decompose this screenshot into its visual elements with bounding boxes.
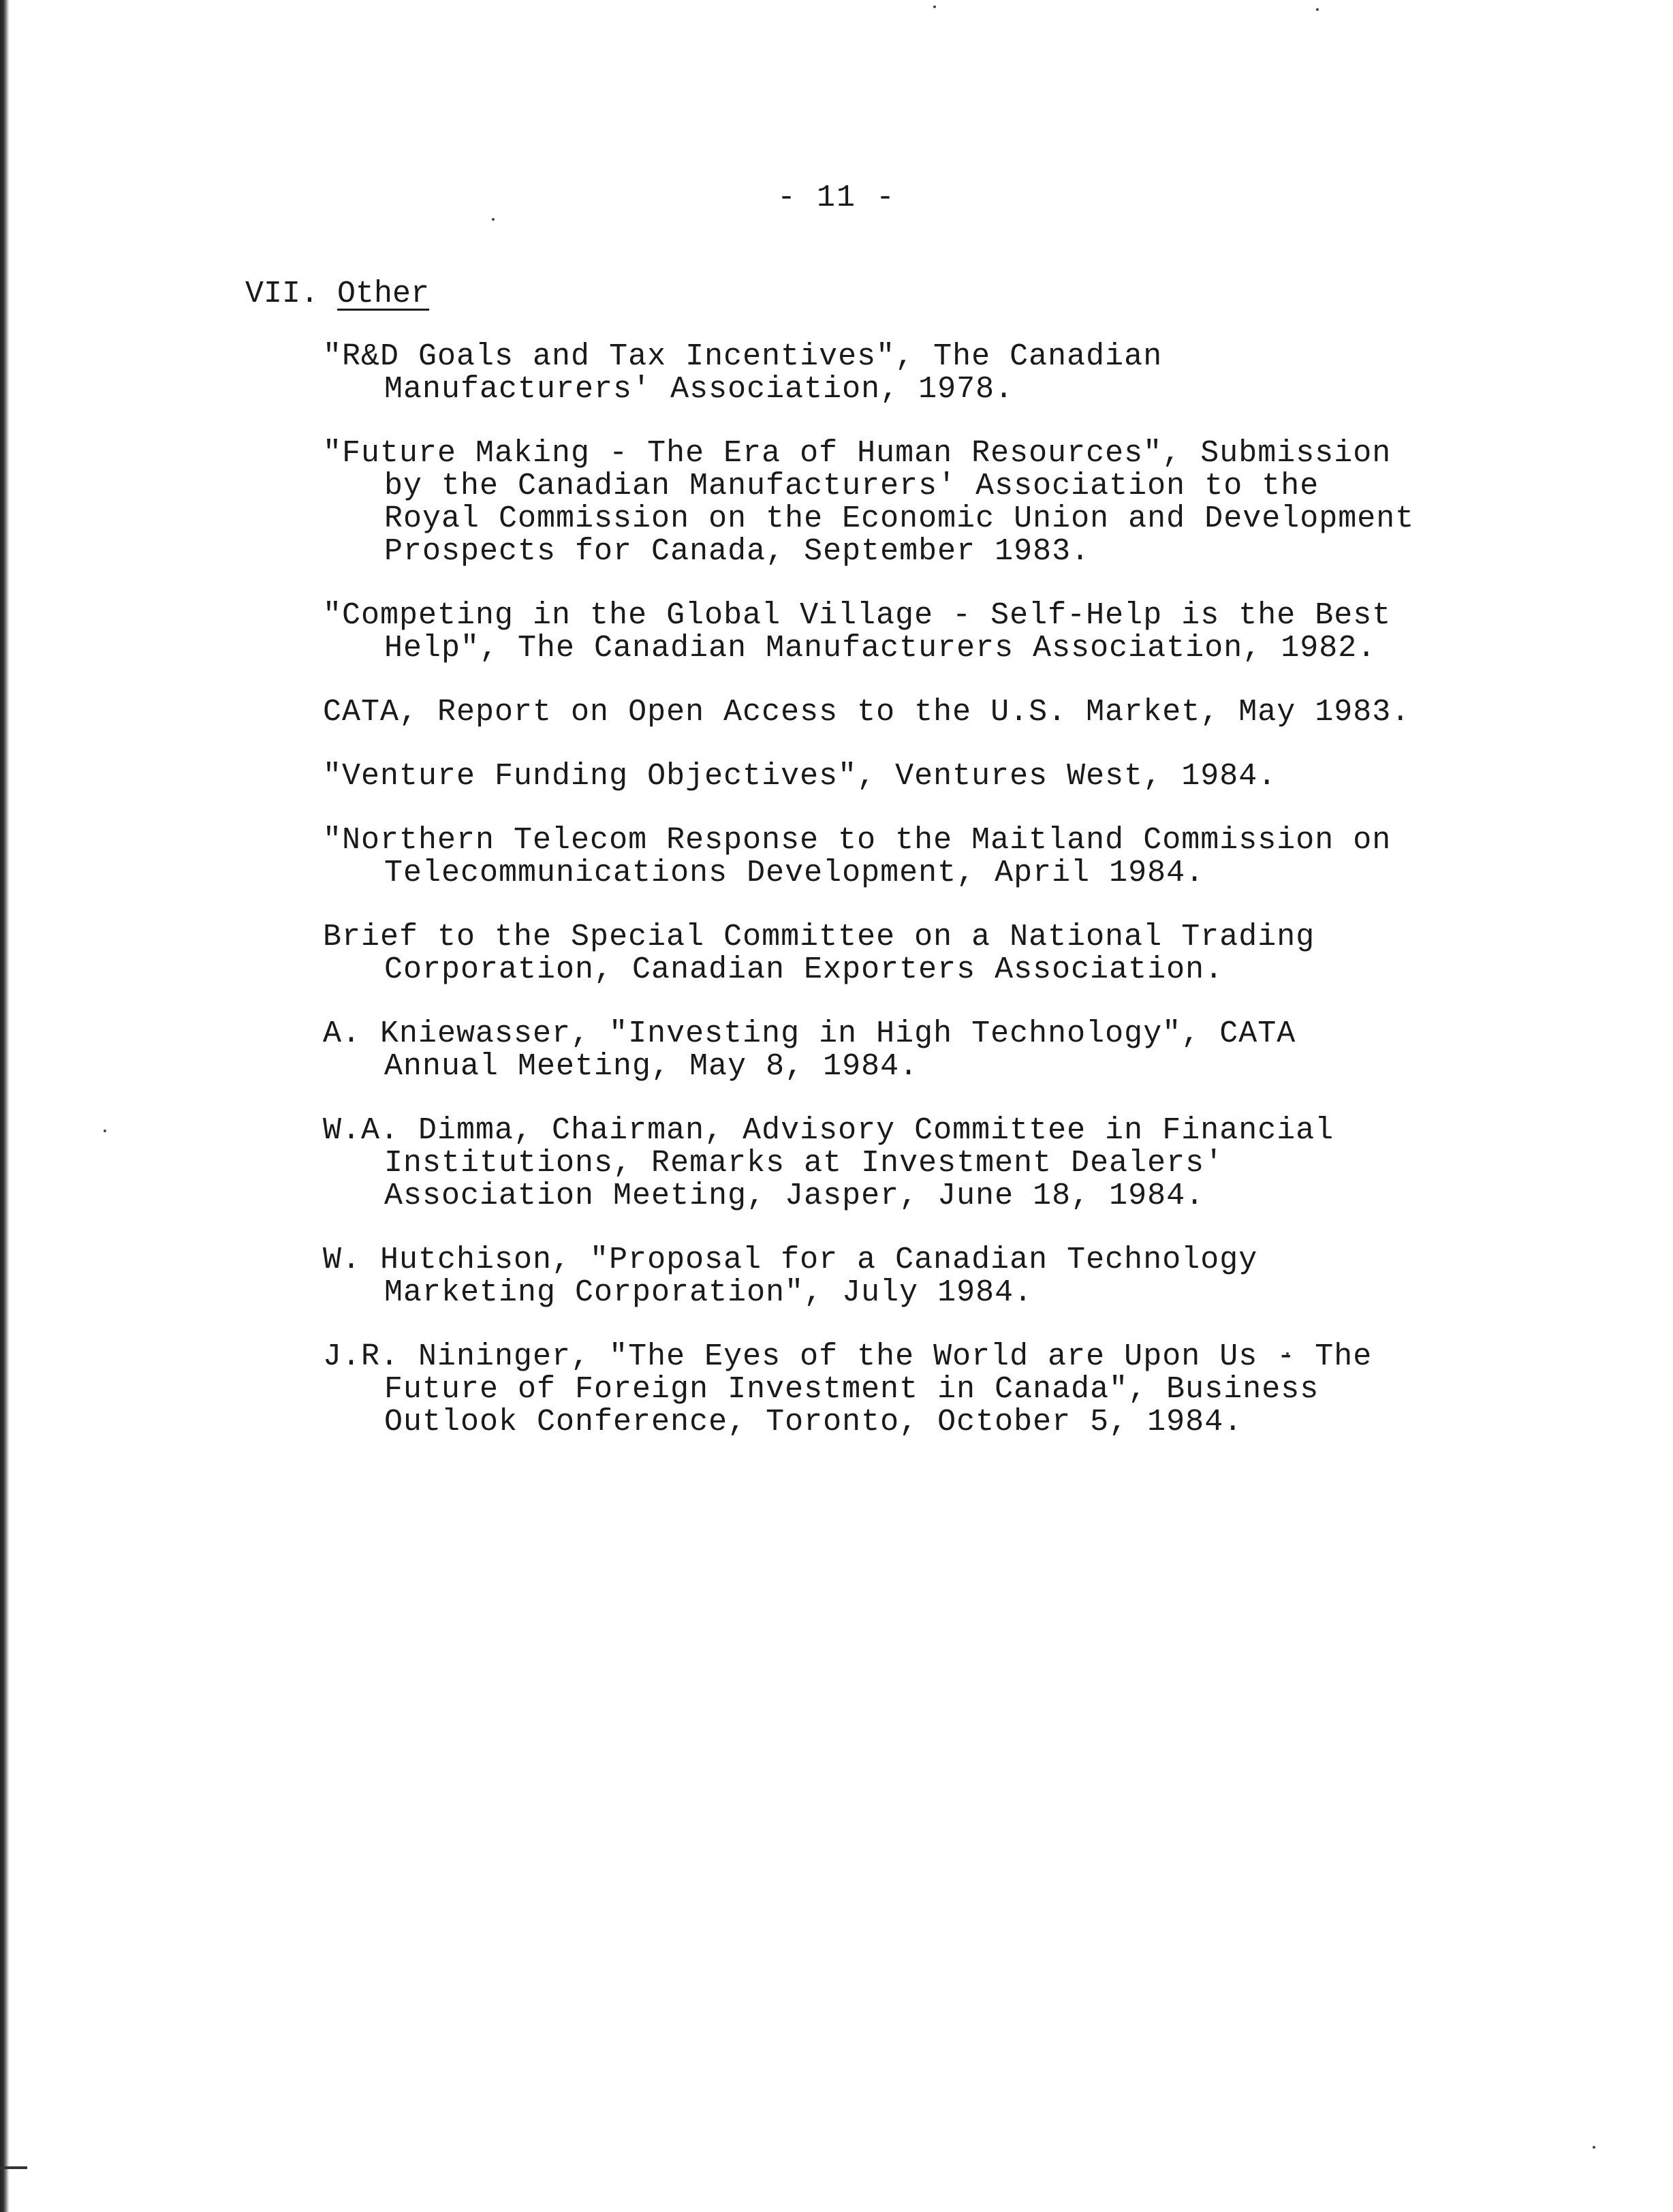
section-numeral: VII. bbox=[245, 277, 319, 311]
reference-entry: "Venture Funding Objectives", Ventures West, 1984. bbox=[323, 759, 1277, 794]
reference-entry: A. Kniewasser, "Investing in High Technology", CATA Annual Meeting, May 8, 1984. bbox=[323, 1016, 1296, 1084]
reference-entry: "Competing in the Global Village - Self-Help is the Best Help", The Canadian Manufacturers Association, 1982. bbox=[323, 598, 1392, 666]
scan-speck bbox=[104, 1130, 106, 1132]
scan-speck bbox=[1316, 8, 1319, 11]
scan-speck bbox=[933, 5, 936, 8]
reference-list bbox=[323, 341, 1426, 1470]
page-number: - 11 - bbox=[777, 181, 896, 215]
reference-entry: W. Hutchison, "Proposal for a Canadian Technology Marketing Corporation", July 1984. bbox=[323, 1243, 1258, 1310]
section-title: Other bbox=[337, 277, 430, 311]
scanned-page-edge bbox=[0, 0, 10, 2212]
reference-entry: "Future Making - The Era of Human Resources", Submission by the Canadian Manufacturers' Association to the Royal Commission on the Economic Union and Development Prospects for Canada, September 1983. bbox=[323, 436, 1415, 569]
scan-speck bbox=[1593, 2146, 1595, 2149]
reference-entry: "Northern Telecom Response to the Maitland Commission on Telecommunications Development, April 1984. bbox=[323, 823, 1392, 890]
section-heading bbox=[245, 275, 429, 313]
reference-entry: "R&D Goals and Tax Incentives", The Canadian Manufacturers' Association, 1978. bbox=[323, 339, 1163, 407]
reference-entry: Brief to the Special Committee on a National Trading Corporation, Canadian Exporters Association. bbox=[323, 920, 1315, 987]
scan-speck bbox=[492, 218, 495, 221]
reference-entry: W.A. Dimma, Chairman, Advisory Committee in Financial Institutions, Remarks at Investment Dealers' Association Meeting, Jasper, June 18, 1984. bbox=[323, 1113, 1334, 1213]
reference-entry: J.R. Nininger, "The Eyes of the World are Upon Us - The Future of Foreign Investment in Canada", Business Outlook Conference, Toronto, October 5, 1984. bbox=[323, 1339, 1373, 1439]
scan-mark bbox=[0, 2166, 27, 2169]
reference-entry: CATA, Report on Open Access to the U.S. Market, May 1983. bbox=[323, 695, 1411, 730]
